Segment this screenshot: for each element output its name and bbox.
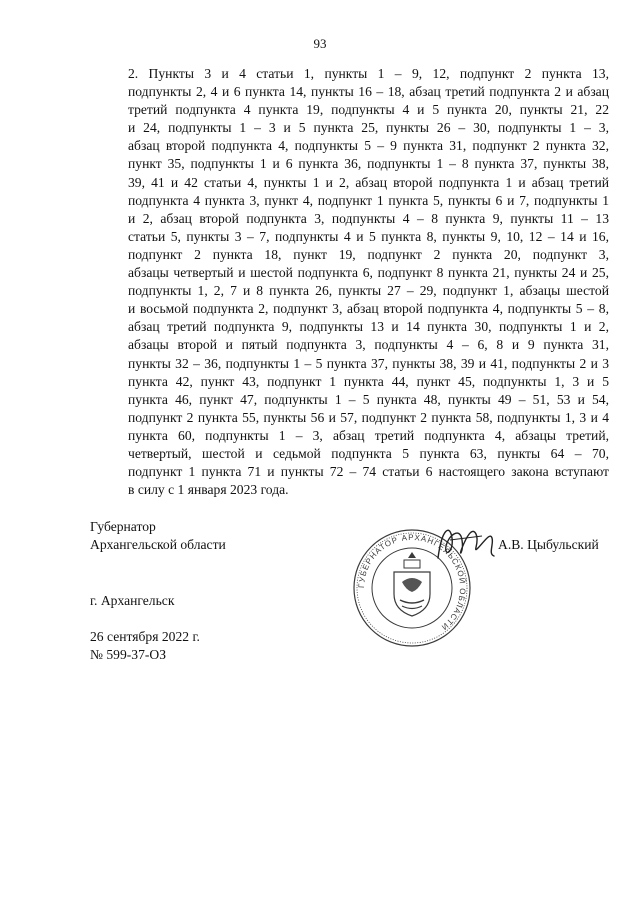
paragraph-line: абзацы второй и пятый подпункта 3, подпункты 4 – 6, 8 и 9 пункта 31,	[128, 337, 609, 353]
paragraph-line: пункта 60, подпункты 1 – 3, абзац третий подпункта 4, абзацы третий,	[128, 427, 609, 443]
paragraph-line: и 24, подпункты 1 – 3 и 5 пункта 25, пункты 26 – 30, подпункты 1 – 3,	[128, 120, 609, 136]
law-paragraph	[90, 65, 609, 499]
paragraph-line: и восьмой подпункта 2, подпункт 3, абзац второй подпункта 4, подпункты 5 – 8,	[128, 301, 609, 317]
paragraph-line: подпункт 2 пункта 18, пункт 19, подпункт 2 пункта 20, подпункт 3,	[128, 246, 609, 262]
paragraph-line: подпункты 2, 4 и 6 пункта 14, пункты 16 – 18, абзац третий подпункта 2 и абзац	[128, 84, 609, 100]
paragraph-line: пункта 42, пункт 43, подпункт 1 пункта 44, пункт 45, подпункты 1, 3 и 5	[128, 373, 609, 389]
paragraph-line: четвертый, шестой и седьмой подпункта 5 пункта 63, пункты 64 – 70,	[128, 445, 609, 461]
signatory-title: Губернатор	[90, 519, 156, 534]
paragraph-line: в силу с 1 января 2023 года.	[128, 482, 289, 498]
paragraph-line: подпункт 1 пункта 71 и пункты 72 – 74 статьи 6 настоящего закона вступают	[128, 464, 609, 480]
paragraph-line: статьи 5, пункты 3 – 7, подпункты 4 и 5 пункта 8, пункты 9, 10, 12 – 14 и 16,	[128, 228, 609, 244]
paragraph-line: абзац второй подпункта 4, подпункты 5 – 9 пункта 31, подпункт 2 пункта 32,	[128, 138, 609, 154]
paragraph-line: подпункты 1, 2, 7 и 8 пункта 26, пункты 27 – 29, подпункт 1, абзацы шестой	[128, 283, 609, 299]
handwritten-signature-icon	[432, 518, 502, 566]
paragraph-line: пункты 32 – 36, подпункты 1 – 5 пункта 37, пункты 38, 39 и 41, подпункты 2 и 3	[128, 355, 609, 371]
seal-text: ГУБЕРНАТОР АРХАНГЕЛЬСКОЙ ОБЛАСТИ	[356, 532, 468, 633]
signatory-region: Архангельской области	[90, 537, 226, 552]
paragraph-line: и 2, абзац второй подпункта 3, подпункты 4 – 8 пункта 9, пункты 11 – 13	[128, 210, 609, 226]
paragraph-line: подпункта 4 пункта 3, пункт 4, подпункт 1 пункта 5, пункты 6 и 7, подпункты 1	[128, 192, 609, 208]
page-number: 93	[313, 36, 327, 51]
signatory-name: А.В. Цыбульский	[498, 537, 599, 552]
paragraph-line: 2. Пункты 3 и 4 статьи 1, пункты 1 – 9, 12, подпункт 2 пункта 13,	[128, 66, 609, 81]
paragraph-line: подпункт 2 пункта 55, пункты 56 и 57, подпункт 2 пункта 58, подпункты 1, 3 и 4	[128, 409, 609, 425]
paragraph-line: пункта 46, пункт 47, подпункты 1 – 5 пункта 48, пункты 49 – 51, 53 и 54,	[128, 391, 609, 407]
paragraph-line: абзацы четвертый и шестой подпункта 6, подпункт 8 пункта 21, пункты 24 и 25,	[128, 265, 609, 281]
law-number: № 599-37-ОЗ	[90, 647, 167, 662]
signing-date: 26 сентября 2022 г.	[90, 629, 200, 644]
paragraph-line: абзац третий подпункта 9, подпункты 13 и 14 пункта 30, подпункты 1 и 2,	[128, 319, 609, 335]
place-of-signing: г. Архангельск	[90, 593, 175, 608]
paragraph-line: третий подпункта 4 пункта 19, подпункты 4 и 5 пункта 20, пункты 21, 22	[128, 102, 609, 118]
paragraph-line: 39, 41 и 42 статьи 4, пункты 1 и 2, абзац второй подпункта 1 и абзац третий	[128, 174, 609, 190]
paragraph-line: пункт 35, подпункты 1 и 6 пункта 36, подпункты 1 – 8 пункта 37, пункты 38,	[128, 156, 609, 172]
